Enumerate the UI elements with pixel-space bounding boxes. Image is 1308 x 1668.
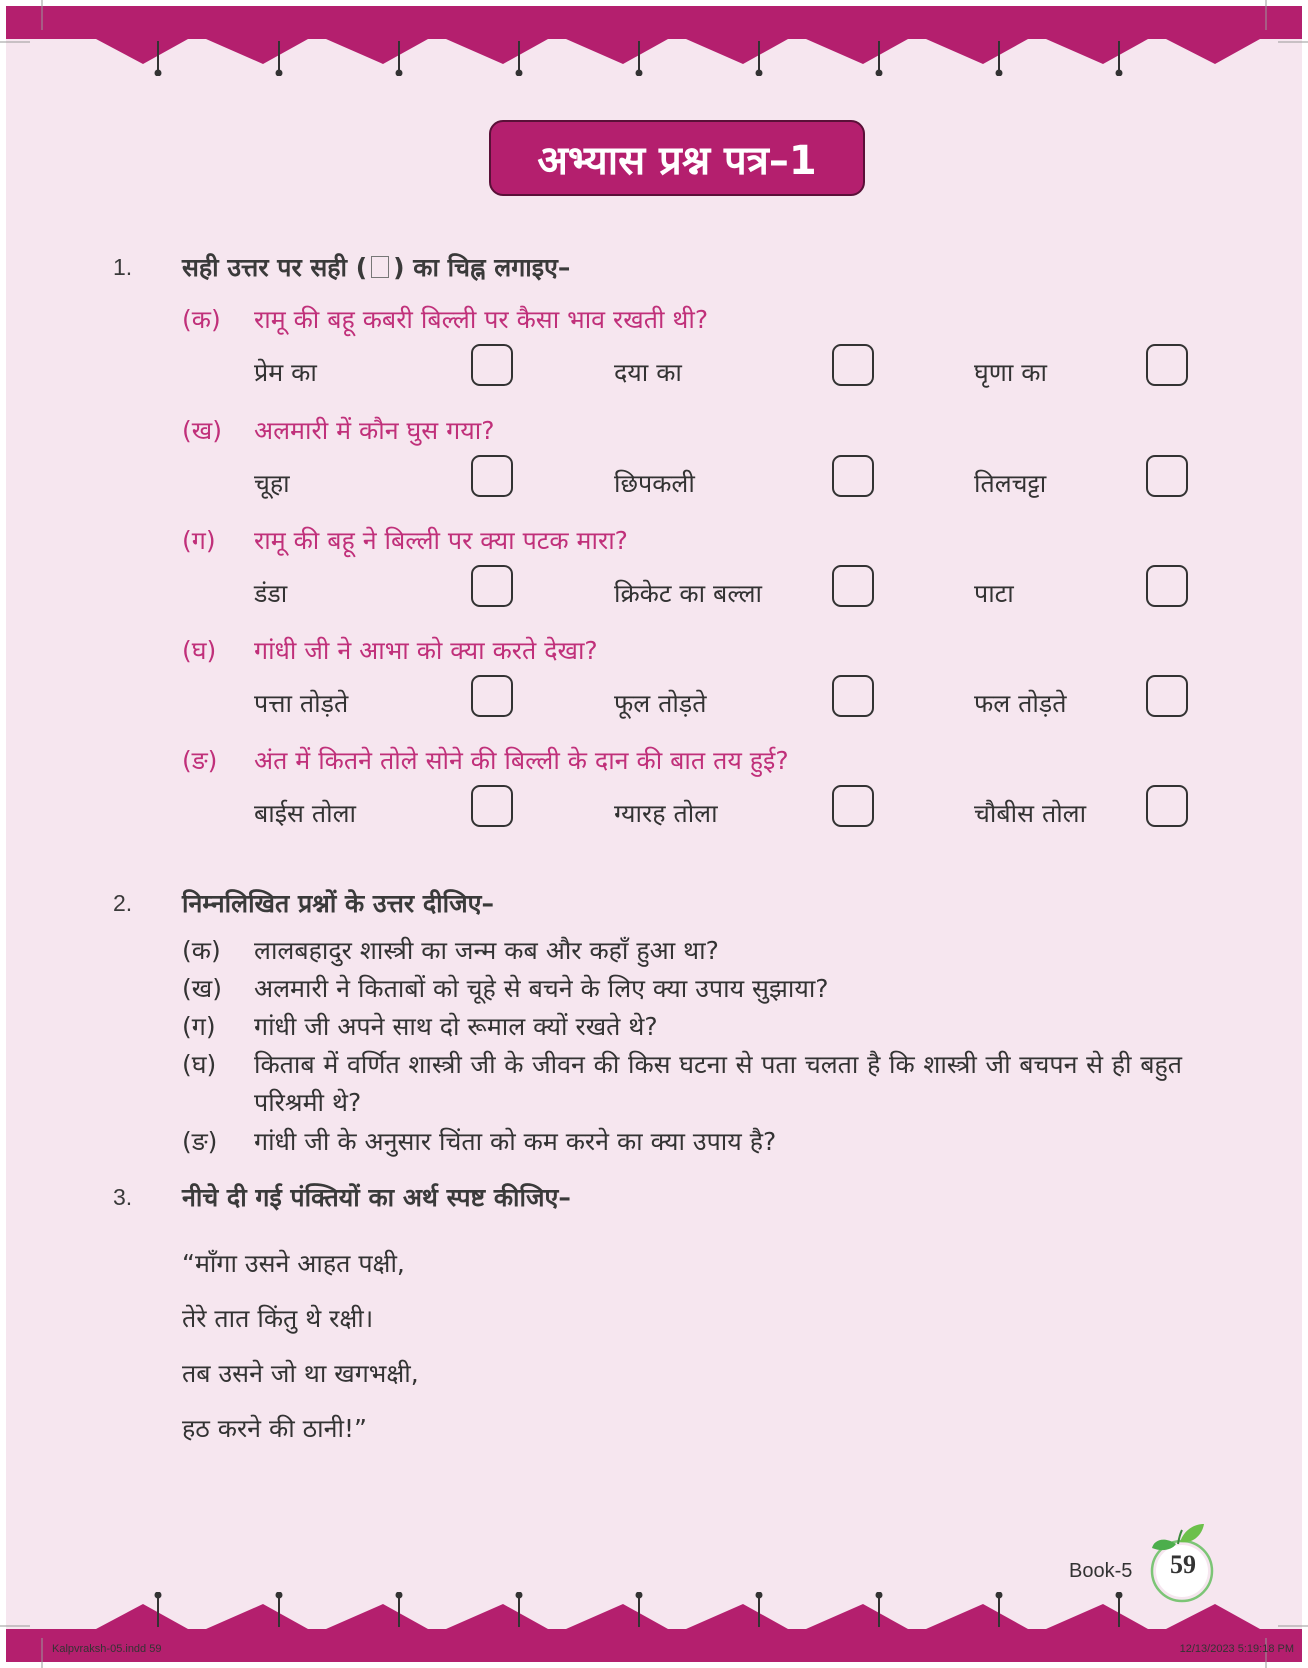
print-file-info: Kalpvraksh-05.indd 59 xyxy=(52,1643,162,1655)
option-label: ग्यारह तोला xyxy=(614,799,718,828)
option-label: पाटा xyxy=(974,579,1014,608)
option-label: तिलचट्टा xyxy=(974,469,1047,498)
question-3-heading: नीचे दी गई पंक्तियों का अर्थ स्पष्ट कीजिए– xyxy=(182,1183,571,1212)
option-label: फल तोड़ते xyxy=(974,689,1067,718)
worksheet-title: अभ्यास प्रश्न पत्र–1 xyxy=(489,120,865,196)
option-label: दया का xyxy=(614,358,682,387)
mcq-text: रामू की बहू ने बिल्ली पर क्या पटक मारा? xyxy=(254,526,628,555)
option-label: चौबीस तोला xyxy=(974,799,1087,828)
option-label: बाईस तोला xyxy=(254,799,357,828)
short-question-label: (क) xyxy=(182,936,221,965)
option-label: डंडा xyxy=(254,579,288,608)
question-2-heading: निम्नलिखित प्रश्नों के उत्तर दीजिए– xyxy=(182,889,494,918)
option-label: प्रेम का xyxy=(254,358,317,387)
page-number: 59 xyxy=(1170,1550,1196,1579)
mcq-text: अंत में कितने तोले सोने की बिल्ली के दान की बात तय हुई? xyxy=(254,746,789,775)
option-label: क्रिकेट का बल्ला xyxy=(614,579,763,608)
poem-line: “माँगा उसने आहत पक्षी, xyxy=(182,1249,405,1278)
mcq-label: (क) xyxy=(182,305,221,334)
mcq-text: अलमारी में कौन घुस गया? xyxy=(254,416,495,445)
option-label: चूहा xyxy=(254,469,290,498)
mcq-label: (ख) xyxy=(182,416,222,445)
short-question-text: किताब में वर्णित शास्त्री जी के जीवन की किस घटना से पता चलता है कि शास्त्री जी बचपन से ही बहुत परिश्रमी थे? xyxy=(254,1050,1182,1117)
book-label: Book-5 xyxy=(1069,1560,1133,1582)
mcq-label: (ग) xyxy=(182,526,216,555)
short-question-text: गांधी जी के अनुसार चिंता को कम करने का क्या उपाय है? xyxy=(254,1127,777,1156)
heading-text-before: सही उत्तर पर सही ( xyxy=(182,253,368,282)
short-question-text: गांधी जी अपने साथ दो रूमाल क्यों रखते थे? xyxy=(254,1012,658,1041)
mcq-label: (घ) xyxy=(182,636,217,665)
short-question-label: (घ) xyxy=(182,1050,217,1079)
short-question-text: लालबहादुर शास्त्री का जन्म कब और कहाँ हुआ था? xyxy=(254,936,719,965)
question-3-number: 3. xyxy=(113,1184,133,1210)
mcq-label: (ङ) xyxy=(182,746,218,775)
poem-line: तब उसने जो था खगभक्षी, xyxy=(182,1359,419,1388)
short-question-label: (ग) xyxy=(182,1012,216,1041)
mcq-text: गांधी जी ने आभा को क्या करते देखा? xyxy=(254,636,598,665)
short-question-label: (ख) xyxy=(182,974,222,1003)
heading-text-after: ) का चिह्न लगाइए– xyxy=(393,253,571,282)
mcq-text: रामू की बहू कबरी बिल्ली पर कैसा भाव रखती थी? xyxy=(254,305,709,334)
option-label: पत्ता तोड़ते xyxy=(254,689,349,718)
short-question-label: (ङ) xyxy=(182,1127,218,1156)
option-label: घृणा का xyxy=(974,358,1047,387)
poem-line: हठ करने की ठानी!” xyxy=(182,1414,367,1443)
print-timestamp: 12/13/2023 5:19:18 PM xyxy=(1179,1643,1294,1655)
option-label: छिपकली xyxy=(614,469,695,498)
question-2-number: 2. xyxy=(113,890,133,916)
question-1-number: 1. xyxy=(113,254,133,280)
option-label: फूल तोड़ते xyxy=(614,689,707,718)
poem-line: तेरे तात किंतु थे रक्षी। xyxy=(182,1304,374,1333)
short-question-text: अलमारी ने किताबों को चूहे से बचने के लिए क्या उपाय सुझाया? xyxy=(254,974,829,1003)
